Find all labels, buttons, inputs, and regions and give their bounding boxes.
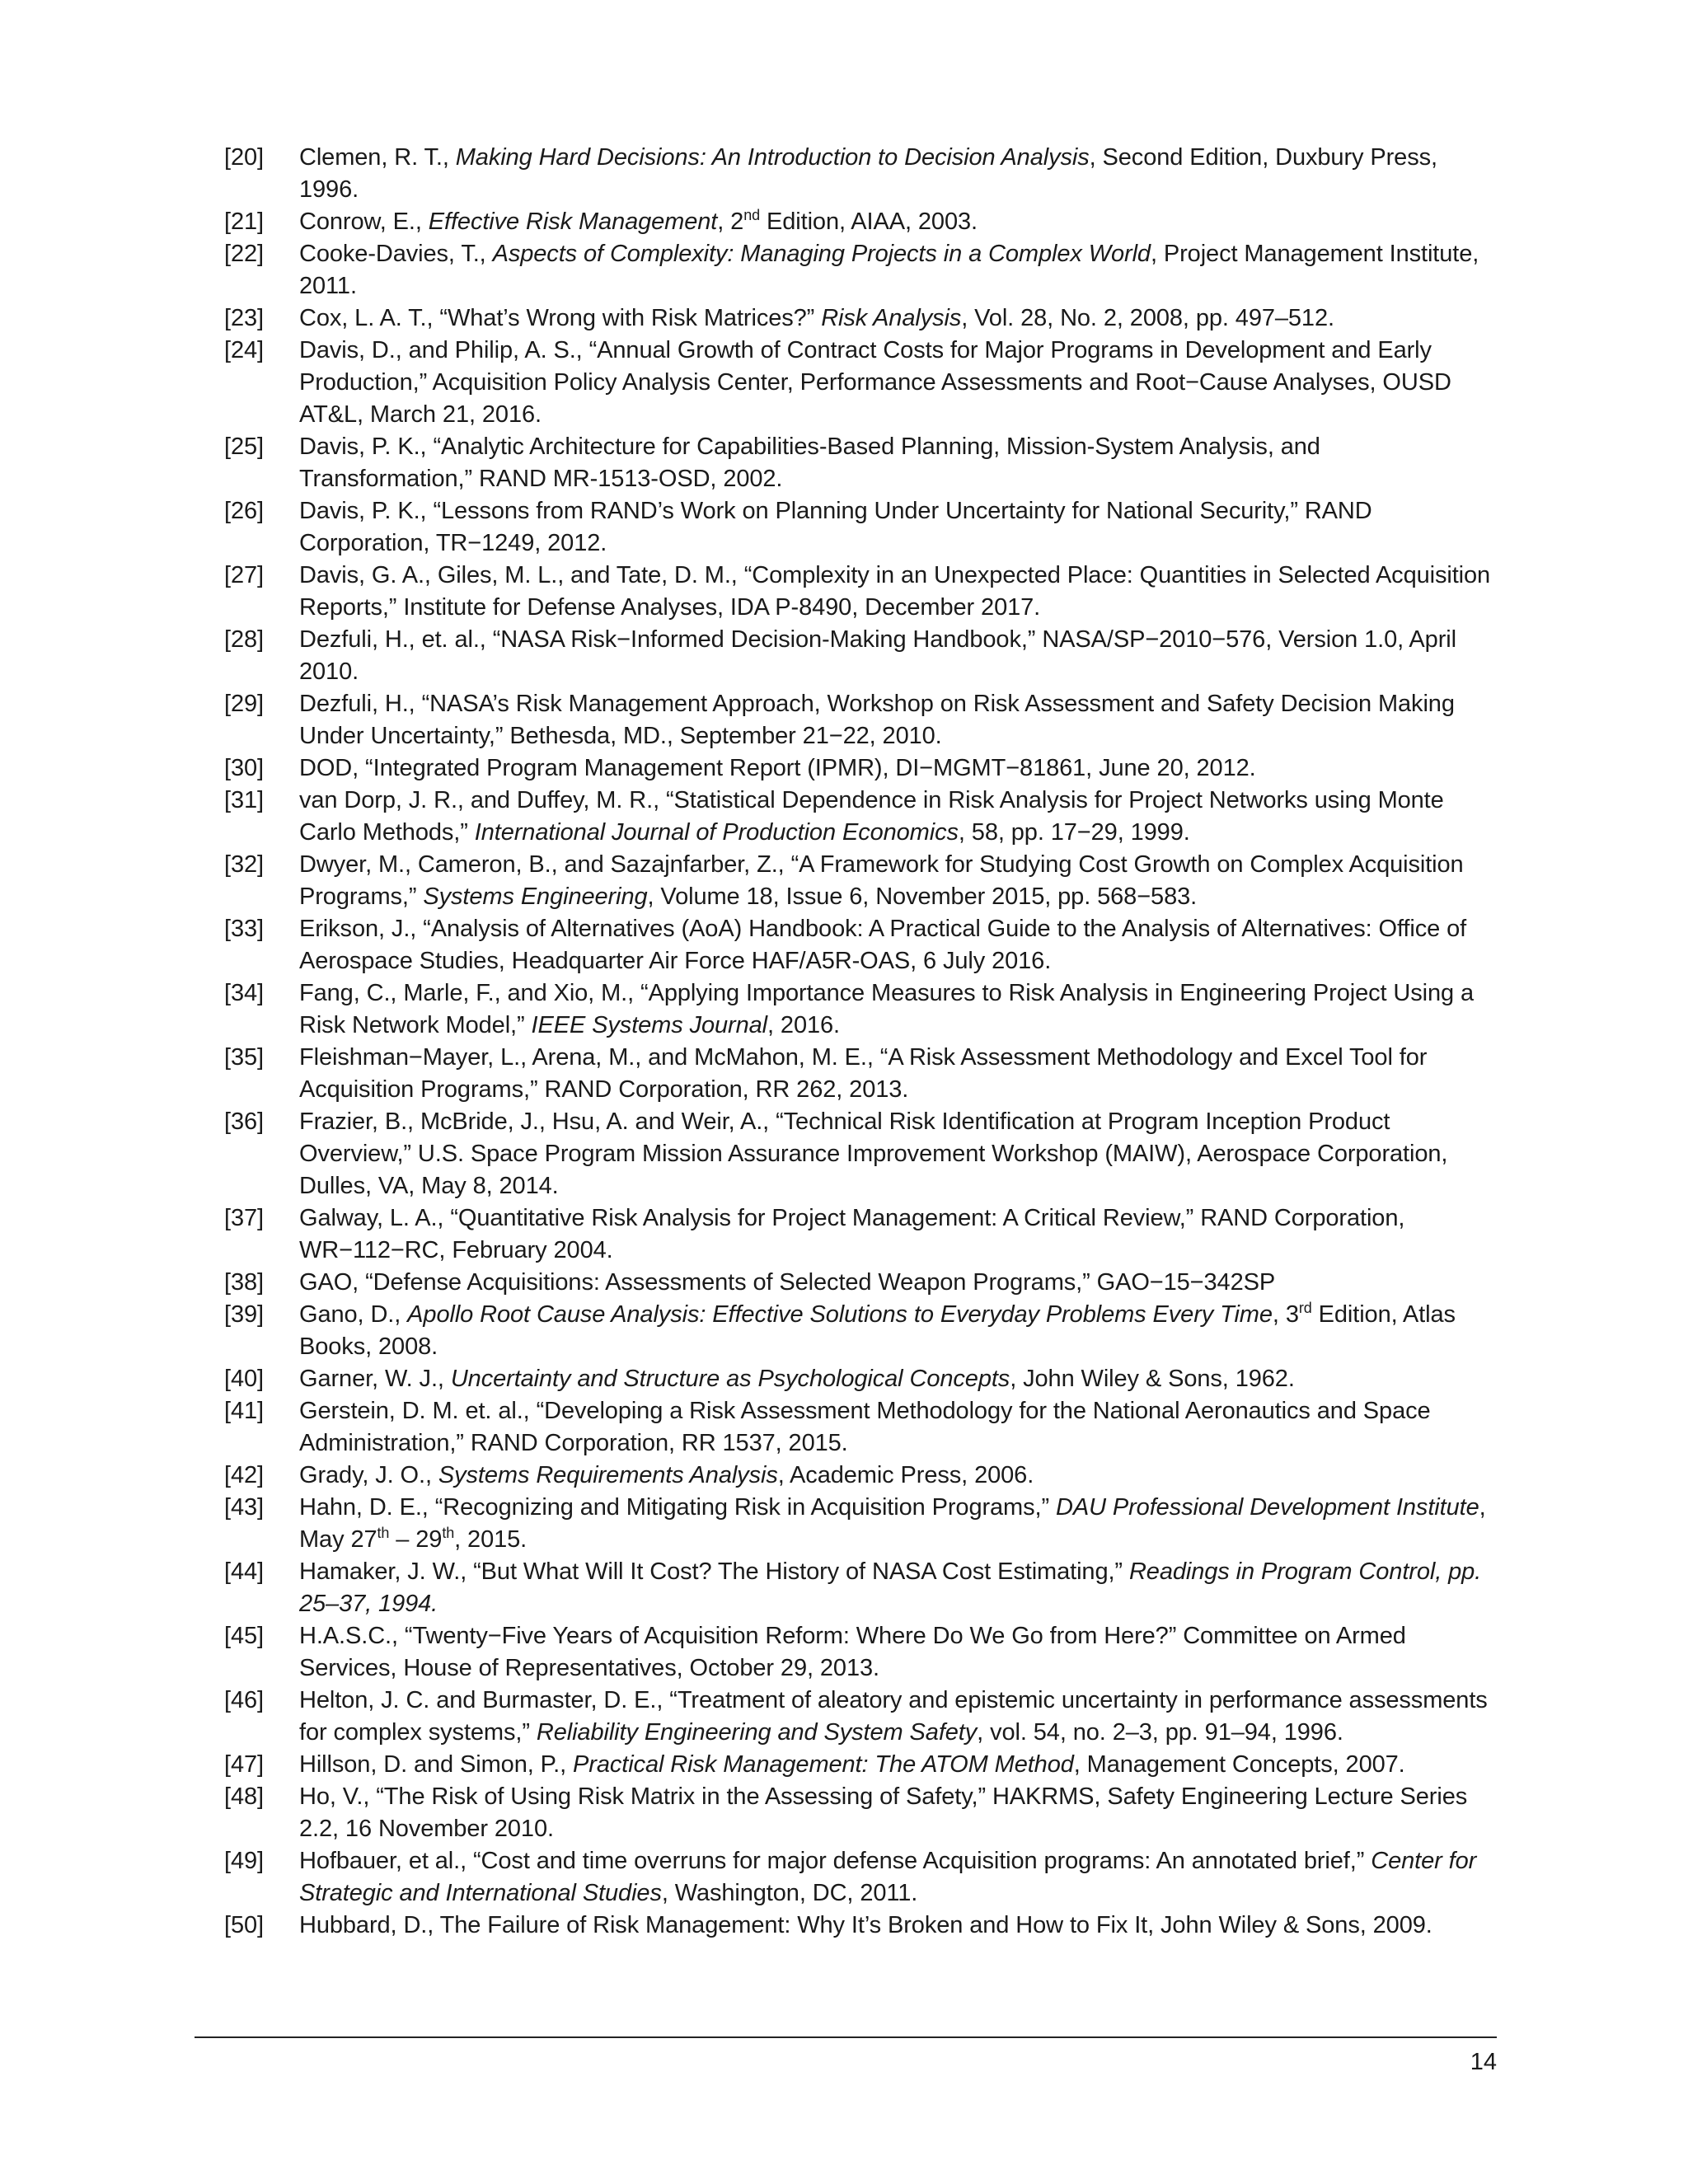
citation-text: Davis, P. K., “Analytic Architecture for Capabilities-Based Planning, Mission-System Analysis, and Transformation,” RAND MR-1513-OSD, 2002.: [299, 434, 1320, 492]
citation-text: Garner, W. J.,: [299, 1366, 451, 1392]
superscript-text: nd: [743, 207, 761, 223]
reference-entry: [224, 1556, 1498, 1620]
citation-text: , 2016.: [767, 1012, 841, 1038]
reference-entry: [224, 977, 1498, 1042]
reference-number: [29]: [224, 691, 264, 717]
reference-text: [299, 209, 978, 235]
citation-text: Grady, J. O.,: [299, 1462, 438, 1488]
reference-text: [299, 1783, 1467, 1842]
reference-entry: [224, 238, 1498, 302]
reference-number: [42]: [224, 1462, 264, 1488]
citation-text: , Project Management Institute, 2011.: [299, 241, 1479, 299]
citation-text: , 2015.: [454, 1526, 528, 1553]
citation-text: Cooke-Davies, T.,: [299, 241, 493, 267]
citation-text: Gano, D.,: [299, 1301, 408, 1328]
reference-number: [31]: [224, 787, 264, 813]
citation-text: Davis, P. K., “Lessons from RAND’s Work on Planning Under Uncertainty for National Security,” RAND Corporation, TR−1249, 2012.: [299, 498, 1372, 556]
reference-text: [299, 1687, 1488, 1746]
reference-text: [299, 980, 1474, 1038]
reference-entry: [224, 624, 1498, 688]
reference-entry: [224, 1202, 1498, 1267]
citation-text: Hofbauer, et al., “Cost and time overruns for major defense Acquisition programs: An annotated brief,”: [299, 1848, 1372, 1874]
reference-text: [299, 1462, 1034, 1488]
reference-entry: [224, 1845, 1498, 1910]
citation-text: Dwyer, M., Cameron, B., and Sazajnfarber, Z., “A Framework for Studying Cost Growth on Complex Acquisition Programs,”: [299, 851, 1464, 910]
reference-text: [299, 755, 1256, 781]
reference-number: [40]: [224, 1366, 264, 1392]
reference-number: [35]: [224, 1044, 264, 1071]
reference-number: [43]: [224, 1494, 264, 1521]
reference-entry: [224, 206, 1498, 238]
italic-title: Center for Strategic and International Studies: [299, 1848, 1477, 1906]
reference-entry: [224, 1106, 1498, 1202]
italic-title: Readings in Program Control, pp. 25–37, 1994.: [299, 1558, 1482, 1617]
reference-entry: [224, 1749, 1498, 1781]
reference-number: [28]: [224, 626, 264, 653]
citation-text: van Dorp, J. R., and Duffey, M. R., “Statistical Dependence in Risk Analysis for Project Networks using Monte Carlo Methods,”: [299, 787, 1444, 846]
italic-title: IEEE Systems Journal: [531, 1012, 768, 1038]
italic-title: Aspects of Complexity: Managing Projects in a Complex World: [492, 241, 1151, 267]
reference-number: [41]: [224, 1398, 264, 1424]
reference-number: [23]: [224, 305, 264, 331]
citation-text: DOD, “Integrated Program Management Report (IPMR), DI−MGMT−81861, June 20, 2012.: [299, 755, 1256, 781]
reference-number: [44]: [224, 1558, 264, 1585]
reference-number: [47]: [224, 1751, 264, 1778]
reference-entry: [224, 752, 1498, 785]
reference-number: [34]: [224, 980, 264, 1006]
reference-text: [299, 1366, 1295, 1392]
reference-number: [46]: [224, 1687, 264, 1713]
citation-text: Clemen, R. T.,: [299, 144, 456, 171]
citation-text: Cox, L. A. T., “What’s Wrong with Risk Matrices?”: [299, 305, 822, 331]
citation-text: Galway, L. A., “Quantitative Risk Analysis for Project Management: A Critical Review,” RAND Corporation, WR−112−RC, February 2004.: [299, 1205, 1405, 1263]
reference-entry: [224, 913, 1498, 977]
reference-text: [299, 1623, 1406, 1681]
citation-text: Edition, Atlas Books, 2008.: [299, 1301, 1456, 1360]
citation-text: Hillson, D. and Simon, P.,: [299, 1751, 574, 1778]
reference-entry: [224, 495, 1498, 560]
reference-text: [299, 691, 1455, 749]
reference-entry: [224, 785, 1498, 849]
citation-text: , vol. 54, no. 2–3, pp. 91–94, 1996.: [977, 1719, 1343, 1746]
citation-text: H.A.S.C., “Twenty−Five Years of Acquisition Reform: Where Do We Go from Here?” Committee on Armed Services, House of Representatives, October 29, 2013.: [299, 1623, 1406, 1681]
citation-text: , Vol. 28, No. 2, 2008, pp. 497–512.: [961, 305, 1334, 331]
citation-text: Fang, C., Marle, F., and Xio, M., “Applying Importance Measures to Risk Analysis in Engineering Project Using a Risk Network Model,”: [299, 980, 1475, 1038]
citation-text: Ho, V., “The Risk of Using Risk Matrix in the Assessing of Safety,” HAKRMS, Safety Engineering Lecture Series 2.2, 16 November 2010.: [299, 1783, 1468, 1842]
reference-entry: [224, 1910, 1498, 1942]
reference-text: [299, 241, 1479, 299]
reference-text: [299, 1494, 1486, 1553]
reference-number: [27]: [224, 562, 264, 588]
citation-text: – 29: [389, 1526, 443, 1553]
citation-text: , Academic Press, 2006.: [777, 1462, 1034, 1488]
reference-text: [299, 916, 1466, 974]
reference-text: [299, 1751, 1405, 1778]
reference-number: [22]: [224, 241, 264, 267]
reference-text: [299, 626, 1456, 685]
reference-entry: [224, 1395, 1498, 1460]
reference-number: [50]: [224, 1912, 264, 1938]
reference-number: [45]: [224, 1623, 264, 1649]
reference-number: [24]: [224, 337, 264, 363]
citation-text: , Volume 18, Issue 6, November 2015, pp. 568−583.: [647, 883, 1198, 910]
reference-text: [299, 434, 1320, 492]
reference-text: [299, 851, 1464, 910]
citation-text: Fleishman−Mayer, L., Arena, M., and McMahon, M. E., “A Risk Assessment Methodology and Excel Tool for Acquisition Programs,” RAND Corporation, RR 262, 2013.: [299, 1044, 1428, 1103]
citation-text: Davis, G. A., Giles, M. L., and Tate, D. M., “Complexity in an Unexpected Place: Quantities in Selected Acquisition Reports,” Institute for Defense Analyses, IDA P-8490, December 2017.: [299, 562, 1491, 621]
reference-entry: [224, 1460, 1498, 1492]
reference-entry: [224, 1267, 1498, 1299]
reference-text: [299, 1205, 1404, 1263]
superscript-text: rd: [1298, 1300, 1312, 1316]
citation-text: Davis, D., and Philip, A. S., “Annual Growth of Contract Costs for Major Programs in Development and Early Production,” Acquisition Policy Analysis Center, Performance Assessments and Root−Cause Analyses, OUSD AT&L, March 21, 2016.: [299, 337, 1451, 428]
reference-entry: [224, 1299, 1498, 1363]
reference-number: [25]: [224, 434, 264, 460]
superscript-text: th: [442, 1525, 455, 1541]
reference-text: [299, 1848, 1476, 1906]
citation-text: , Second Edition, Duxbury Press, 1996.: [299, 144, 1437, 203]
reference-text: [299, 1301, 1456, 1360]
reference-text: [299, 1269, 1275, 1296]
reference-list: [224, 142, 1498, 1942]
reference-text: [299, 305, 1334, 331]
reference-entry: [224, 849, 1498, 913]
reference-entry: [224, 335, 1498, 431]
reference-text: [299, 1912, 1432, 1938]
reference-number: [49]: [224, 1848, 264, 1874]
reference-text: [299, 1044, 1427, 1103]
reference-entry: [224, 560, 1498, 624]
citation-text: Dezfuli, H., et. al., “NASA Risk−Informed Decision-Making Handbook,” NASA/SP−2010−576, Version 1.0, April 2010.: [299, 626, 1456, 685]
reference-entry: [224, 688, 1498, 752]
reference-number: [36]: [224, 1108, 264, 1135]
reference-number: [48]: [224, 1783, 264, 1810]
reference-text: [299, 562, 1490, 621]
reference-text: [299, 498, 1372, 556]
reference-entry: [224, 1042, 1498, 1106]
citation-text: Helton, J. C. and Burmaster, D. E., “Treatment of aleatory and epistemic uncertainty in performance assessments for complex systems,”: [299, 1687, 1488, 1746]
reference-number: [26]: [224, 498, 264, 524]
italic-title: Systems Requirements Analysis: [438, 1462, 778, 1488]
citation-text: , May 27: [299, 1494, 1486, 1553]
citation-text: , 58, pp. 17−29, 1999.: [958, 819, 1190, 846]
reference-entry: [224, 142, 1498, 206]
reference-number: [39]: [224, 1301, 264, 1328]
italic-title: Practical Risk Management: The ATOM Method: [573, 1751, 1074, 1778]
reference-entry: [224, 1363, 1498, 1395]
superscript-text: th: [377, 1525, 390, 1541]
reference-text: [299, 1398, 1431, 1456]
citation-text: Hahn, D. E., “Recognizing and Mitigating Risk in Acquisition Programs,”: [299, 1494, 1056, 1521]
reference-text: [299, 787, 1444, 846]
reference-text: [299, 1558, 1481, 1617]
citation-text: Hamaker, J. W., “But What Will It Cost? The History of NASA Cost Estimating,”: [299, 1558, 1129, 1585]
citation-text: , 3: [1272, 1301, 1299, 1328]
citation-text: , 2: [717, 209, 744, 235]
reference-number: [30]: [224, 755, 264, 781]
reference-number: [20]: [224, 144, 264, 171]
reference-text: [299, 1108, 1447, 1199]
page-number: 14: [1470, 2049, 1497, 2075]
citation-text: Erikson, J., “Analysis of Alternatives (AoA) Handbook: A Practical Guide to the Analysis of Alternatives: Office of Aerospace Studies, Headquarter Air Force HAF/A5R-OAS, 6 July 2016.: [299, 916, 1467, 974]
italic-title: Making Hard Decisions: An Introduction to Decision Analysis: [455, 144, 1090, 171]
italic-title: Uncertainty and Structure as Psychological Concepts: [450, 1366, 1010, 1392]
reference-entry: [224, 1781, 1498, 1845]
citation-text: Edition, AIAA, 2003.: [760, 209, 978, 235]
citation-text: , John Wiley & Sons, 1962.: [1010, 1366, 1295, 1392]
citation-text: , Washington, DC, 2011.: [661, 1880, 918, 1906]
italic-title: Systems Engineering: [423, 883, 648, 910]
reference-text: [299, 337, 1451, 428]
citation-text: Conrow, E.,: [299, 209, 429, 235]
citation-text: Frazier, B., McBride, J., Hsu, A. and Weir, A., “Technical Risk Identification at Program Inception Product Overview,” U.S. Space Program Mission Assurance Improvement Workshop (MAIW), Aerospace Corporation, Dulles, VA, May 8, 2014.: [299, 1108, 1448, 1199]
reference-entry: [224, 431, 1498, 495]
italic-title: Reliability Engineering and System Safety: [536, 1719, 978, 1746]
citation-text: GAO, “Defense Acquisitions: Assessments of Selected Weapon Programs,” GAO−15−342SP: [299, 1269, 1276, 1296]
reference-entry: [224, 302, 1498, 335]
citation-text: , Management Concepts, 2007.: [1073, 1751, 1405, 1778]
reference-number: [32]: [224, 851, 264, 878]
italic-title: Effective Risk Management: [428, 209, 718, 235]
reference-number: [38]: [224, 1269, 264, 1296]
citation-text: Dezfuli, H., “NASA’s Risk Management Approach, Workshop on Risk Assessment and Safety Decision Making Under Uncertainty,” Bethesda, MD., September 21−22, 2010.: [299, 691, 1455, 749]
footer-divider: [195, 2036, 1497, 2038]
reference-number: [33]: [224, 916, 264, 942]
reference-entry: [224, 1685, 1498, 1749]
reference-number: [21]: [224, 209, 264, 235]
italic-title: International Journal of Production Economics: [474, 819, 959, 846]
citation-text: Gerstein, D. M. et. al., “Developing a Risk Assessment Methodology for the National Aeronautics and Space Administration,” RAND Corporation, RR 1537, 2015.: [299, 1398, 1431, 1456]
reference-entry: [224, 1620, 1498, 1685]
reference-entry: [224, 1492, 1498, 1556]
citation-text: Hubbard, D., The Failure of Risk Management: Why It’s Broken and How to Fix It, John Wiley & Sons, 2009.: [299, 1912, 1432, 1938]
reference-text: [299, 144, 1437, 203]
italic-title: Apollo Root Cause Analysis: Effective Solutions to Everyday Problems Every Time: [407, 1301, 1273, 1328]
italic-title: DAU Professional Development Institute: [1055, 1494, 1479, 1521]
reference-number: [37]: [224, 1205, 264, 1231]
italic-title: Risk Analysis: [821, 305, 962, 331]
